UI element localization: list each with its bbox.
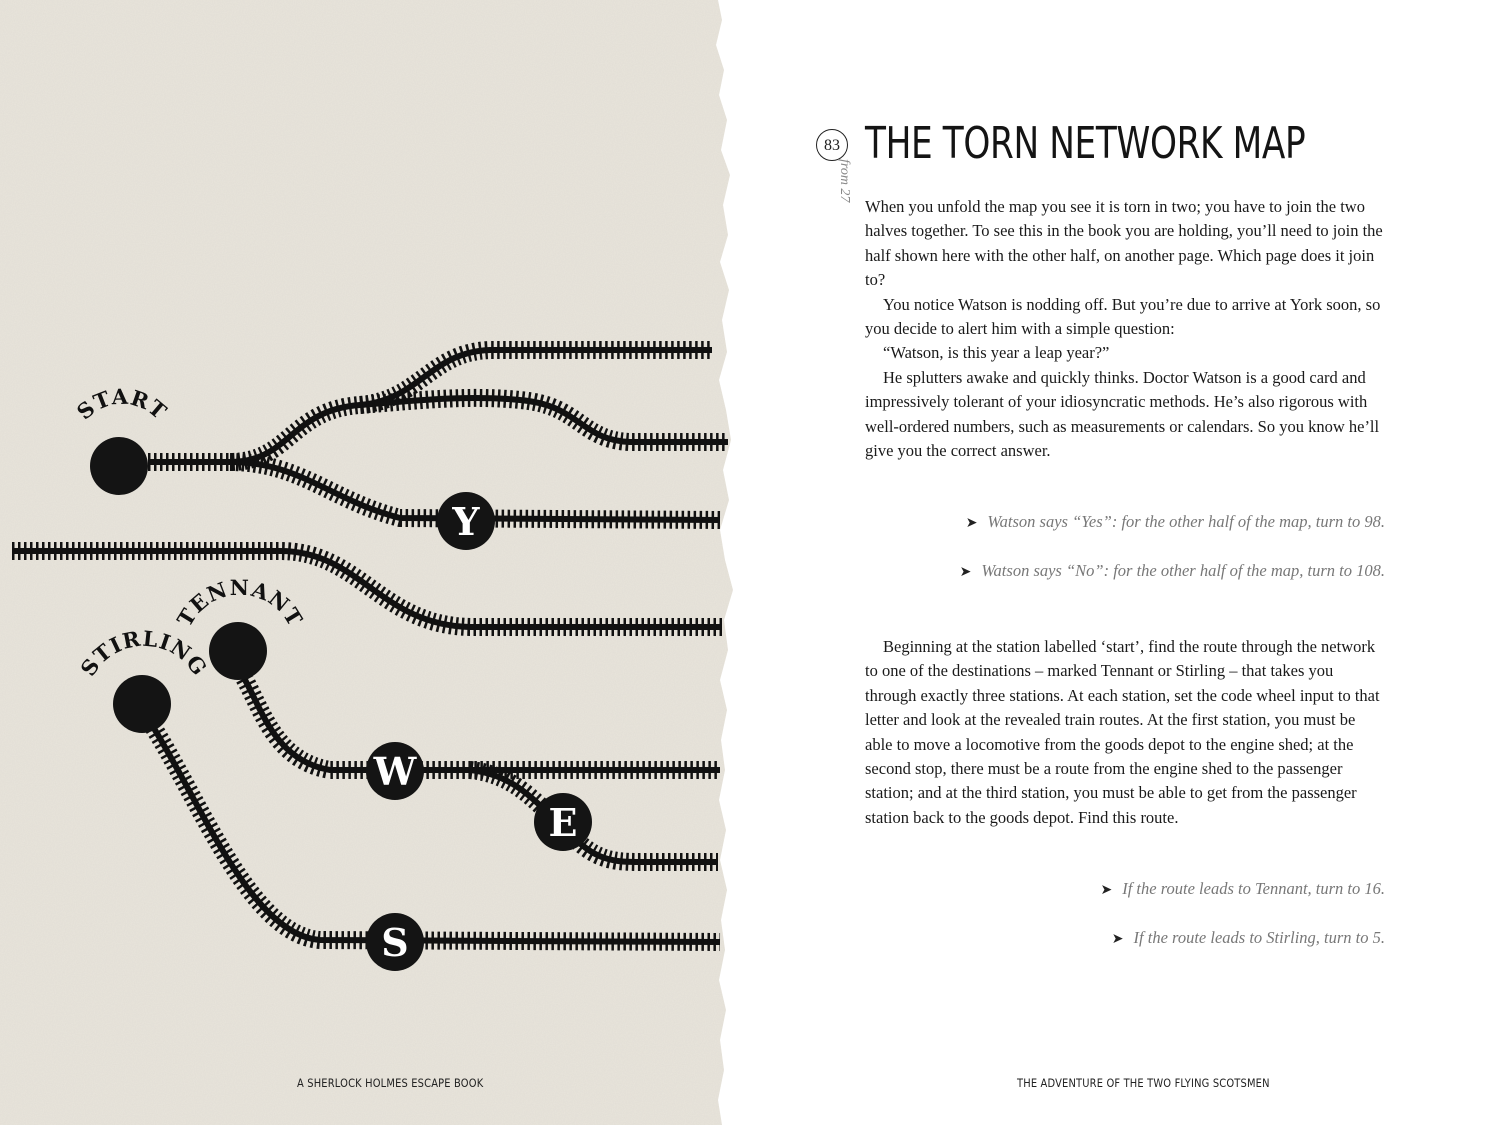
station-s-label: S (381, 920, 409, 965)
station-y-label: Y (452, 499, 480, 544)
paragraph-4: He splutters awake and quickly thinks. Doctor Watson is a good card and impressively tolerant of your idiosyncratic methods. He’s also rigorous with well-ordered numbers, such as measurements or calendars. So you know he’ll give you the correct answer. (865, 367, 1380, 461)
paragraph-5: Beginning at the station labelled ‘start’, find the route through the network to one of the destinations – marked Tennant or Stirling – that takes you through exactly three stations. At each station, set the code wheel input to that letter and look at the revealed train routes. At the first station, you must be able to move a locomotive from the goods depot to the engine shed; at the second stop, there must be a route from the engine shed to the passenger station; and at the third station, you must be able to get from the passenger station back to the goods depot. Find this route. (865, 637, 1380, 827)
station-stirling-name-path: STIRLING (75, 625, 213, 681)
station-w-label: W (373, 749, 417, 794)
arrow-icon: ➤ (1111, 932, 1124, 947)
arrow-icon: ➤ (959, 565, 972, 580)
station-start-name-path: START (71, 383, 173, 425)
station-start-dot (90, 437, 148, 495)
choice-stirling-text: If the route leads to Stirling, turn to 5. (1133, 928, 1385, 947)
left-footer: A SHERLOCK HOLMES ESCAPE BOOK (297, 1076, 484, 1090)
choice-tennant-text: If the route leads to Tennant, turn to 16. (1122, 879, 1385, 898)
choice-stirling[interactable] (1112, 928, 1385, 948)
choice-yes[interactable] (966, 512, 1385, 532)
station-stirling-dot (113, 675, 171, 733)
station-tennant-name-path: TENNANT (171, 575, 309, 631)
right-footer: THE ADVENTURE OF THE TWO FLYING SCOTSMEN (1017, 1076, 1270, 1090)
choice-no-text: Watson says “No”: for the other half of the map, turn to 108. (981, 561, 1385, 580)
arrow-icon: ➤ (965, 516, 978, 531)
puzzle-text (865, 635, 1385, 830)
paragraph-3: “Watson, is this year a leap year?” (883, 343, 1110, 363)
choice-yes-text: Watson says “Yes”: for the other half of the map, turn to 98. (987, 512, 1385, 531)
intro-text (865, 195, 1385, 463)
choice-no[interactable] (960, 561, 1385, 581)
arrow-icon: ➤ (1100, 883, 1113, 898)
station-e-label: E (548, 800, 578, 845)
station-tennant-dot (209, 622, 267, 680)
choice-tennant[interactable] (1100, 879, 1385, 899)
page-number-badge: 83 (816, 129, 848, 161)
paragraph-2: You notice Watson is nodding off. But you’re due to arrive at York soon, so you decide to alert him with a simple question: (865, 294, 1381, 339)
from-note: from 27 (837, 159, 852, 203)
page-title: THE TORN NETWORK MAP (865, 118, 1306, 169)
paragraph-1: When you unfold the map you see it is torn in two; you have to join the two halves together. To see this in the book you are holding, you’ll need to join the half shown here with the other half, on another page. Which page does it join to? (865, 197, 1383, 290)
